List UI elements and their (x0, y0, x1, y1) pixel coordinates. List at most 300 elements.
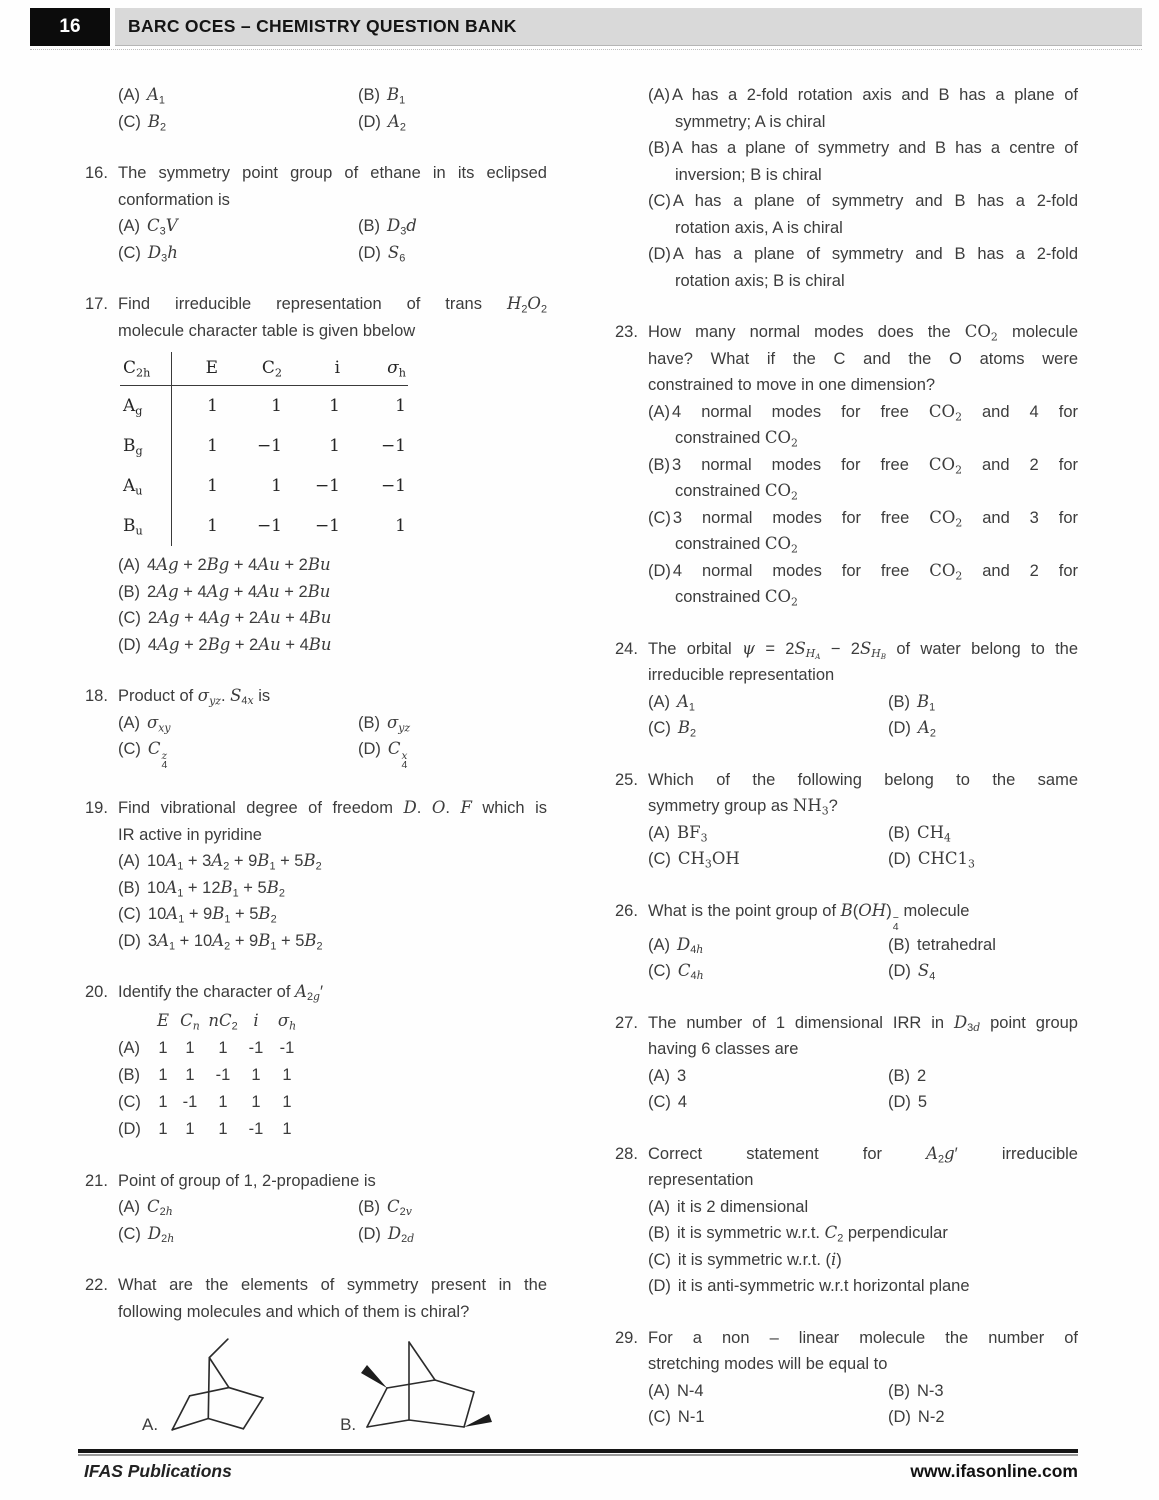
header-title-bar (115, 8, 1142, 46)
option-label: (D) (358, 1224, 381, 1243)
option-text: it is symmetric w.r.t. (i) (677, 1249, 842, 1269)
option (118, 1194, 358, 1221)
table-row (118, 1062, 547, 1089)
options-grid (648, 1063, 1078, 1116)
question-number: 17. (85, 295, 108, 313)
option-value: 3 (677, 1066, 687, 1085)
question-body (648, 1325, 1078, 1431)
option-label: (C) (118, 112, 141, 131)
option (648, 1247, 1078, 1274)
option-label: (A) (648, 692, 670, 711)
table-row-label: $B_g$ (120, 426, 172, 466)
option (358, 736, 547, 770)
table-row (120, 506, 547, 546)
option-label: (A) (648, 1381, 670, 1400)
option (648, 932, 888, 959)
options-grid (648, 820, 1078, 873)
option-value: $A_1$ (677, 691, 695, 713)
option (888, 846, 1078, 873)
option (648, 1063, 888, 1090)
question-number: 27. (615, 1013, 638, 1032)
question-body (648, 898, 1078, 985)
option-label: (C) (118, 905, 141, 924)
options-grid (648, 1378, 1078, 1431)
option (118, 213, 358, 240)
table-cell: 1 (329, 436, 340, 456)
table-cell: 1 (251, 1092, 261, 1111)
options-grid (648, 932, 1078, 985)
option (888, 958, 1078, 985)
option-label: (D) (888, 962, 911, 981)
option-line: rotation axis, A is chiral (675, 218, 843, 237)
option (888, 1089, 1078, 1116)
table-col-header: i (253, 1010, 259, 1030)
option (358, 109, 547, 136)
option-value: $D_{2h}$ (147, 1223, 175, 1245)
option-value: $B_1$ (917, 691, 936, 713)
options-grid (118, 848, 547, 954)
option-label: (A) (648, 86, 670, 104)
question-body (648, 1141, 1078, 1300)
option-label: (C) (648, 1250, 671, 1269)
table-cell: 1 (329, 396, 340, 416)
option-label: (A) (648, 1066, 670, 1085)
question-text-line: Correct statement for $A_2g'$ irreducible (648, 1143, 1078, 1165)
question-text-line: IR active in pyridine (118, 825, 262, 844)
table-cell: -1 (279, 1038, 295, 1057)
option-line (648, 82, 1078, 109)
option-line: inversion; B is chiral (675, 165, 822, 184)
option (888, 1404, 1078, 1431)
option-label: (B) (118, 878, 140, 897)
question-body (118, 979, 547, 1143)
table-row-label: $B_u$ (120, 506, 172, 546)
option-label: (D) (118, 931, 141, 950)
question-text-line: molecule character table is given bbelow (118, 321, 416, 340)
table-col-header: E (205, 358, 218, 378)
question (615, 1325, 1078, 1431)
option-line (648, 399, 1078, 426)
molecule-structure (142, 1337, 268, 1435)
table-cell: 1 (282, 1065, 292, 1084)
question-text-line: The orbital $\psi = 2S_{H_A} - 2S_{H_B}$ of water belong to the (648, 638, 1079, 661)
option-label: (A) (648, 823, 670, 842)
table-cell: −1 (256, 516, 282, 536)
question-text-line: having 6 classes are (648, 1040, 799, 1059)
table-cell: −1 (380, 436, 406, 456)
option-label: (B) (888, 823, 910, 842)
table-cell: 1 (185, 1038, 195, 1057)
table-row (118, 1035, 547, 1062)
option (648, 689, 888, 716)
question-body (648, 767, 1078, 873)
option (118, 579, 547, 606)
question (615, 1010, 1078, 1116)
option-label: (D) (888, 1093, 911, 1112)
option-text: it is 2 dimensional (677, 1197, 809, 1216)
option (118, 1221, 358, 1248)
option (648, 1220, 1078, 1247)
table-col-header: $nC_2$ (208, 1010, 238, 1032)
option (648, 1404, 888, 1431)
question-text-line: For a non – linear molecule the number of (648, 1328, 1078, 1347)
options-grid (118, 552, 547, 658)
option (888, 820, 1078, 847)
option (358, 240, 547, 267)
option-value: N-3 (917, 1381, 944, 1400)
table-cell: 1 (185, 1119, 195, 1138)
option (648, 452, 1078, 505)
option-text: it is anti-symmetric w.r.t horizontal plane (677, 1277, 970, 1296)
option-label: (B) (118, 1065, 140, 1084)
option-label: (C) (648, 719, 671, 737)
option-label: (C) (118, 1224, 141, 1243)
question-text-line: Point of group of 1, 2-propadiene is (118, 1171, 376, 1190)
table-col-header: $C_2$ (261, 358, 282, 380)
option-value: $B_2$ (677, 718, 697, 740)
option-label: (B) (648, 139, 670, 157)
option-text: A has a plane of symmetry and B has a 2-fold (672, 245, 1078, 263)
option-label: (B) (118, 582, 140, 601)
option-value: 2Ag + 4Ag + 4Au + 2Bu (147, 581, 331, 601)
question-text-line: conformation is (118, 190, 230, 209)
table-row-label: $A_g$ (120, 386, 172, 426)
question (615, 767, 1078, 873)
question-text-line: What is the point group of B(OH) − 4 molecule (648, 900, 970, 933)
molecule-structure (340, 1331, 496, 1435)
option-value: $\sigma_{yz}$ (387, 712, 411, 734)
option-label: (C) (118, 740, 141, 758)
option-label: (D) (118, 1119, 141, 1138)
table-cell: 1 (218, 1092, 228, 1111)
page-number: 16 (59, 16, 81, 37)
option-label: (D) (648, 561, 671, 580)
left-column (85, 82, 547, 1460)
question-text-line: The symmetry point group of ethane in its eclipsed (118, 164, 547, 182)
question-text-line: Product of $\sigma_{yz}$. $S_{4x}$ is (118, 686, 271, 708)
option-value: $C_{2v}$ (387, 1197, 412, 1219)
options-block (85, 82, 547, 135)
question-body (648, 1010, 1078, 1116)
option-line: constrained $CO_2$ (675, 534, 798, 556)
footer-rule (78, 1449, 1078, 1453)
option (888, 1063, 1078, 1090)
option-label: (A) (118, 86, 140, 104)
option (888, 932, 1078, 959)
footer-website: www.ifasonline.com (910, 1461, 1078, 1481)
option (118, 82, 358, 109)
question-body (648, 319, 1078, 611)
table-cell: −1 (256, 436, 282, 456)
option-value: $BF_3$ (677, 822, 708, 844)
option-value: $D_{2d}$ (387, 1223, 415, 1245)
option-label: (B) (648, 455, 670, 474)
table-cell: −1 (380, 476, 406, 496)
option-value: 4Ag + 2Bg + 4Au + 2Bu (147, 555, 331, 574)
table-cell: 1 (271, 476, 282, 496)
option-label: (B) (648, 1224, 670, 1243)
question-text-line: representation (648, 1171, 754, 1190)
option-label: (D) (648, 245, 671, 263)
option (358, 710, 547, 737)
option-value: $S_6$ (387, 242, 406, 264)
option-text: it is symmetric w.r.t. $C_2$ perpendicular (677, 1223, 948, 1245)
option-label: (D) (358, 740, 381, 758)
mini-character-table (118, 1007, 547, 1143)
option-line: constrained $CO_2$ (675, 481, 798, 503)
option (648, 1089, 888, 1116)
table-cell: 1 (207, 516, 218, 536)
option-label: (A) (648, 935, 670, 954)
question-number: 22. (85, 1276, 108, 1295)
option-line (648, 505, 1078, 532)
table-row (118, 1089, 547, 1116)
table-cell: 1 (282, 1092, 292, 1111)
options-grid (118, 1194, 547, 1247)
option (648, 1194, 1078, 1221)
question (615, 319, 1078, 611)
option (648, 188, 1078, 241)
header-divider (30, 49, 1142, 50)
table-spacer (118, 1007, 152, 1035)
options-grid (118, 82, 547, 135)
option-label: (C) (648, 1093, 671, 1112)
table-col-header: $\sigma_h$ (277, 1010, 297, 1032)
option-label: (B) (888, 1381, 910, 1400)
mini-table-header (118, 1007, 547, 1035)
option-text: A has a 2-fold rotation axis and B has a plane of (672, 86, 1078, 104)
table-col-header: $C_n$ (180, 1010, 200, 1032)
option-line: symmetry; A is chiral (675, 112, 826, 131)
question (85, 1168, 547, 1248)
option-value: $C_{4h}$ (677, 961, 704, 983)
options-block (615, 82, 1078, 294)
question (85, 160, 547, 266)
table-cell: -1 (248, 1038, 264, 1057)
option-label: (D) (888, 1408, 911, 1427)
question-body (648, 636, 1078, 742)
table-cell: 1 (282, 1119, 292, 1138)
option-label: (C) (648, 850, 671, 868)
option-label: (D) (888, 719, 911, 737)
table-cell: 1 (251, 1065, 261, 1084)
page-number-box (30, 8, 110, 46)
table-cell: 1 (158, 1092, 168, 1111)
option-line (648, 1194, 1078, 1221)
option-label: (A) (118, 217, 140, 235)
option-value: $D_3d$ (387, 216, 417, 238)
option-value: $B_1$ (387, 85, 406, 107)
option-label: (A) (118, 556, 140, 574)
option-value: 4Ag + 2Bg + 2Au + 4Bu (147, 634, 332, 654)
question-text-line: constrained to move in one dimension? (648, 376, 936, 394)
question-text-line: How many normal modes does the $CO_2$ molecule (648, 322, 1078, 344)
option-value: $A_1$ (147, 85, 165, 107)
option (648, 82, 1078, 135)
question (85, 979, 547, 1143)
option (118, 240, 358, 267)
option-label: (C) (118, 609, 141, 627)
option-value: $D_{4h}$ (677, 934, 704, 956)
option-text: 3 normal modes for free $CO_2$ and 3 for (672, 507, 1078, 529)
options-grid (118, 213, 547, 266)
option-label: (B) (888, 1066, 910, 1085)
option-label: (C) (648, 962, 671, 981)
question (615, 636, 1078, 742)
option-line (648, 1247, 1078, 1274)
table-cell: 1 (158, 1038, 168, 1057)
page-title: BARC OCES – CHEMISTRY QUESTION BANK (128, 16, 517, 36)
table-col-header: i (334, 358, 340, 378)
option-value: 4 (677, 1093, 688, 1112)
option-label: (D) (648, 1277, 671, 1296)
option-line (648, 241, 1078, 268)
option (888, 715, 1078, 742)
question-number: 19. (85, 799, 108, 818)
question-number: 16. (85, 164, 108, 182)
option (648, 958, 888, 985)
structure-label: A. (142, 1415, 159, 1435)
question-number: 23. (615, 323, 638, 341)
option-value: 2Ag + 4Ag + 2Au + 4Bu (147, 608, 332, 627)
option-value: $\sigma_{xy}$ (147, 712, 171, 734)
options-list (648, 399, 1078, 611)
question-text-line: Find vibrational degree of freedom D. O. F which is (118, 798, 547, 818)
option-value: $CH_4$ (917, 822, 951, 844)
option (118, 848, 547, 875)
question-body (118, 1168, 547, 1248)
option-label: (C) (648, 192, 671, 210)
table-corner: $C_{2h}$ (120, 352, 172, 385)
option-line (648, 1220, 1078, 1247)
option-label: (D) (118, 635, 141, 654)
option-value: $10A_1 + 9B_1 + 5B_2$ (147, 904, 277, 926)
option (888, 1378, 1078, 1405)
option (118, 552, 547, 579)
structure-label: B. (340, 1415, 357, 1435)
question-text-line: following molecules and which of them is chiral? (118, 1302, 470, 1321)
table-row (120, 386, 547, 426)
option (118, 109, 358, 136)
option-value: C z 4 (147, 739, 168, 772)
question-number: 25. (615, 770, 638, 789)
option-line (648, 188, 1078, 215)
question-text-line: The number of 1 dimensional IRR in $D_{3d}$ point group (648, 1012, 1078, 1034)
option-value: N-1 (677, 1408, 705, 1427)
option (358, 213, 547, 240)
option (118, 632, 547, 659)
option-label: (D) (358, 112, 381, 131)
option-label: (B) (358, 713, 380, 732)
question-number: 20. (85, 983, 108, 1002)
table-cell: 1 (218, 1038, 228, 1057)
question-body (118, 795, 547, 954)
question-number: 21. (85, 1171, 108, 1190)
table-cell: 1 (207, 436, 218, 456)
option-value: $3A_1 + 10A_2 + 9B_1 + 5B_2$ (147, 930, 323, 952)
option-value: $D_3h$ (147, 242, 178, 264)
options-list (648, 1194, 1078, 1300)
question-text-line: stretching modes will be equal to (648, 1355, 888, 1374)
table-cell: 1 (158, 1119, 168, 1138)
option-value: C x 4 (387, 739, 408, 772)
footer-publisher: IFAS Publications (84, 1461, 232, 1481)
table-cell: 1 (271, 396, 282, 416)
question-text-line: have? What if the C and the O atoms were (648, 349, 1078, 368)
option-text: 4 normal modes for free $CO_2$ and 4 for (672, 401, 1078, 423)
option-line (648, 135, 1078, 162)
question-text-line: Find irreducible representation of trans $H_2O_2$ (118, 294, 547, 316)
option-label: (B) (358, 217, 380, 235)
option (888, 689, 1078, 716)
option (358, 82, 547, 109)
option (648, 820, 888, 847)
question (615, 898, 1078, 985)
option-value: N-2 (917, 1408, 945, 1427)
option-label: (A) (118, 713, 140, 732)
option-value: $CHC1_3$ (917, 849, 975, 871)
option-label: (B) (358, 1198, 380, 1217)
table-col-header: E (156, 1010, 170, 1030)
question (85, 795, 547, 954)
option-line (648, 452, 1078, 479)
table-cell: −1 (314, 516, 340, 536)
question-text-line: symmetry group as $NH_3$? (648, 796, 838, 818)
option-line: constrained $CO_2$ (675, 428, 798, 450)
option-label: (B) (888, 692, 910, 711)
option-label: (B) (888, 935, 910, 954)
question-text-line: Which of the following belong to the same (648, 770, 1078, 789)
option (118, 875, 547, 902)
option-value: $10A_1 + 3A_2 + 9B_1 + 5B_2$ (147, 851, 322, 873)
option-value: 2 (917, 1066, 927, 1085)
option (118, 928, 547, 955)
option-value: tetrahedral (917, 935, 996, 954)
norbornane-a-drawing (163, 1337, 268, 1435)
options-body (118, 82, 547, 135)
table-row (120, 466, 547, 506)
question-number: 18. (85, 687, 108, 705)
option-label: (A) (118, 1038, 140, 1057)
question-body (118, 683, 547, 770)
question (615, 1141, 1078, 1300)
option (648, 135, 1078, 188)
table-row-label: $A_u$ (120, 466, 172, 506)
option (648, 505, 1078, 558)
question (85, 291, 547, 658)
option-label: (A) (648, 402, 670, 421)
question-number: 29. (615, 1328, 638, 1347)
option-value: $CH_3OH$ (677, 849, 740, 871)
option (648, 241, 1078, 294)
table-cell: -1 (248, 1119, 264, 1138)
table-cell: 1 (207, 476, 218, 496)
option-text: 4 normal modes for free $CO_2$ and 2 for (672, 560, 1078, 582)
option (648, 715, 888, 742)
option-value: $B_2$ (147, 111, 167, 133)
option-text: 3 normal modes for free $CO_2$ and 2 for (672, 454, 1078, 476)
option-text: A has a plane of symmetry and B has a centre of (672, 139, 1078, 157)
option-label: (D) (888, 850, 911, 868)
question-text-line: irreducible representation (648, 666, 835, 684)
question-number: 26. (615, 901, 638, 920)
option-line (648, 1273, 1078, 1300)
option (648, 846, 888, 873)
option-value: $C_3V$ (147, 216, 178, 238)
option (648, 1378, 888, 1405)
options-body (648, 82, 1078, 294)
option-value: $A_2$ (387, 111, 406, 133)
